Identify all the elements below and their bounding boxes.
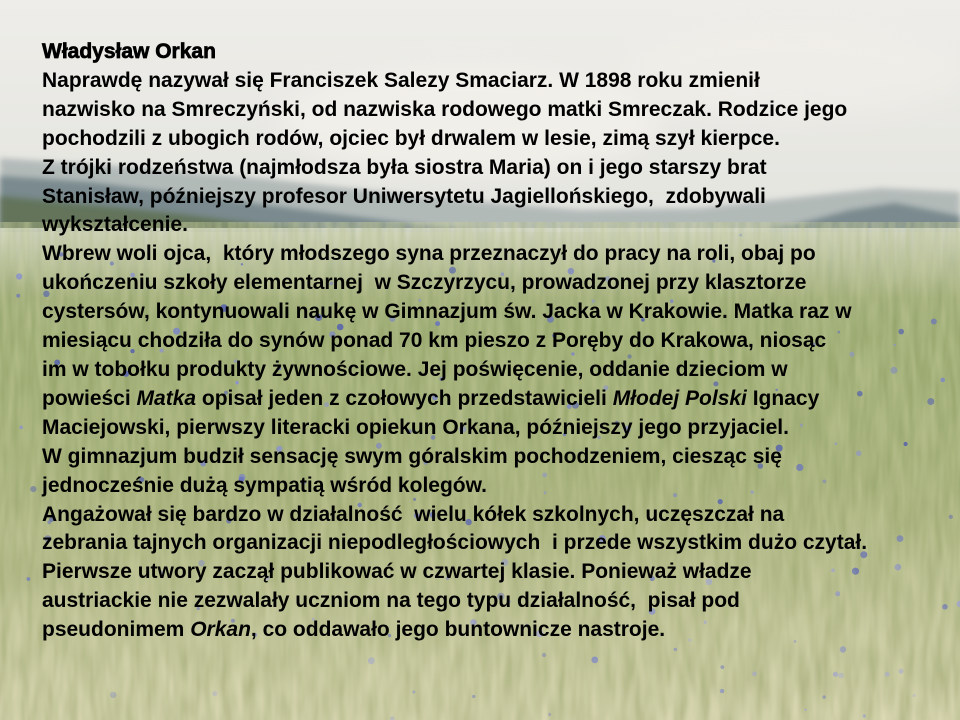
cornflower bbox=[927, 398, 934, 405]
cornflower bbox=[19, 426, 23, 430]
body-text: im w tobołku produkty żywnościowe. Jej poświęcenie, oddanie dzieciom w bbox=[42, 357, 788, 381]
body-line bbox=[42, 240, 926, 269]
body-text: , co oddawało jego buntownicze nastroje. bbox=[250, 618, 666, 642]
body-text: pseudonimem bbox=[42, 618, 191, 642]
body-text: Naprawdę nazywał się Franciszek Salezy Smaciarz. W 1898 roku zmienił bbox=[42, 68, 760, 92]
body-text: jednocześnie dużą sympatią wśród kolegów. bbox=[42, 473, 487, 497]
cornflower bbox=[931, 319, 937, 325]
body-line bbox=[42, 183, 926, 212]
body-text: Ignacy bbox=[746, 386, 820, 410]
slide-title: Władysław Orkan bbox=[42, 40, 216, 63]
body-text: powieści bbox=[42, 386, 137, 410]
body-line bbox=[42, 154, 926, 183]
body-line bbox=[42, 67, 926, 96]
body-text: W gimnazjum budził sensację swym góralskim pochodzeniem, ciesząc się bbox=[42, 444, 782, 468]
slide-body bbox=[42, 67, 926, 645]
slide-text-block bbox=[42, 38, 926, 645]
body-text: zebrania tajnych organizacji niepodległościowych i przede wszystkim dużo czytał. bbox=[42, 531, 868, 555]
body-line bbox=[42, 529, 926, 558]
body-line bbox=[42, 414, 926, 443]
body-line bbox=[42, 356, 926, 385]
body-line bbox=[42, 298, 926, 327]
body-text: miesiącu chodziła do synów ponad 70 km pieszo z Poręby do Krakowa, niosąc bbox=[42, 329, 827, 353]
body-text: wykształcenie. bbox=[42, 213, 188, 237]
body-text: Angażował się bardzo w działalność wielu kółek szkolnych, uczęszczał na bbox=[42, 502, 785, 526]
body-line bbox=[42, 587, 926, 616]
body-text: Z trójki rodzeństwa (najmłodsza była siostra Maria) on i jego starszy brat bbox=[42, 155, 767, 179]
italic-text: Młodej Polski bbox=[612, 386, 747, 410]
italic-text: Orkan bbox=[190, 618, 251, 642]
body-text: Stanisław, późniejszy profesor Uniwersytetu Jagiellońskiego, zdobywali bbox=[42, 184, 766, 208]
body-text: Pierwsze utwory zaczął publikować w czwartej klasie. Ponieważ władze bbox=[42, 560, 752, 584]
cornflower bbox=[16, 273, 22, 279]
body-line bbox=[42, 125, 926, 154]
body-line bbox=[42, 443, 926, 472]
body-line bbox=[42, 616, 926, 645]
body-text: nazwisko na Smreczyński, od nazwiska rodowego matki Smreczak. Rodzice jego bbox=[42, 97, 848, 121]
body-text: Wbrew woli ojca, który młodszego syna przeznaczył do pracy na roli, obaj po bbox=[42, 242, 816, 266]
body-text: Maciejowski, pierwszy literacki opiekun Orkana, późniejszy jego przyjaciel. bbox=[42, 415, 789, 439]
body-line bbox=[42, 269, 926, 298]
body-text: ukończeniu szkoły elementarnej w Szczyrzycu, prowadzonej przy klasztorze bbox=[42, 271, 807, 295]
body-text: opisał jeden z czołowych przedstawicieli bbox=[196, 386, 613, 410]
cornflower bbox=[940, 378, 945, 383]
body-line bbox=[42, 558, 926, 587]
cornflower bbox=[16, 294, 20, 298]
body-line bbox=[42, 211, 926, 240]
body-line bbox=[42, 501, 926, 530]
body-line bbox=[42, 385, 926, 414]
body-text: austriackie nie zezwalały uczniom na tego typu działalność, pisał pod bbox=[42, 589, 740, 613]
italic-text: Matka bbox=[136, 386, 197, 410]
body-line bbox=[42, 472, 926, 501]
body-line bbox=[42, 96, 926, 125]
body-line bbox=[42, 327, 926, 356]
body-text: pochodzili z ubogich rodów, ojciec był drwalem w lesie, zimą szył kierpce. bbox=[42, 126, 780, 150]
body-text: cystersów, kontynuowali naukę w Gimnazjum św. Jacka w Krakowie. Matka raz w bbox=[42, 300, 852, 324]
